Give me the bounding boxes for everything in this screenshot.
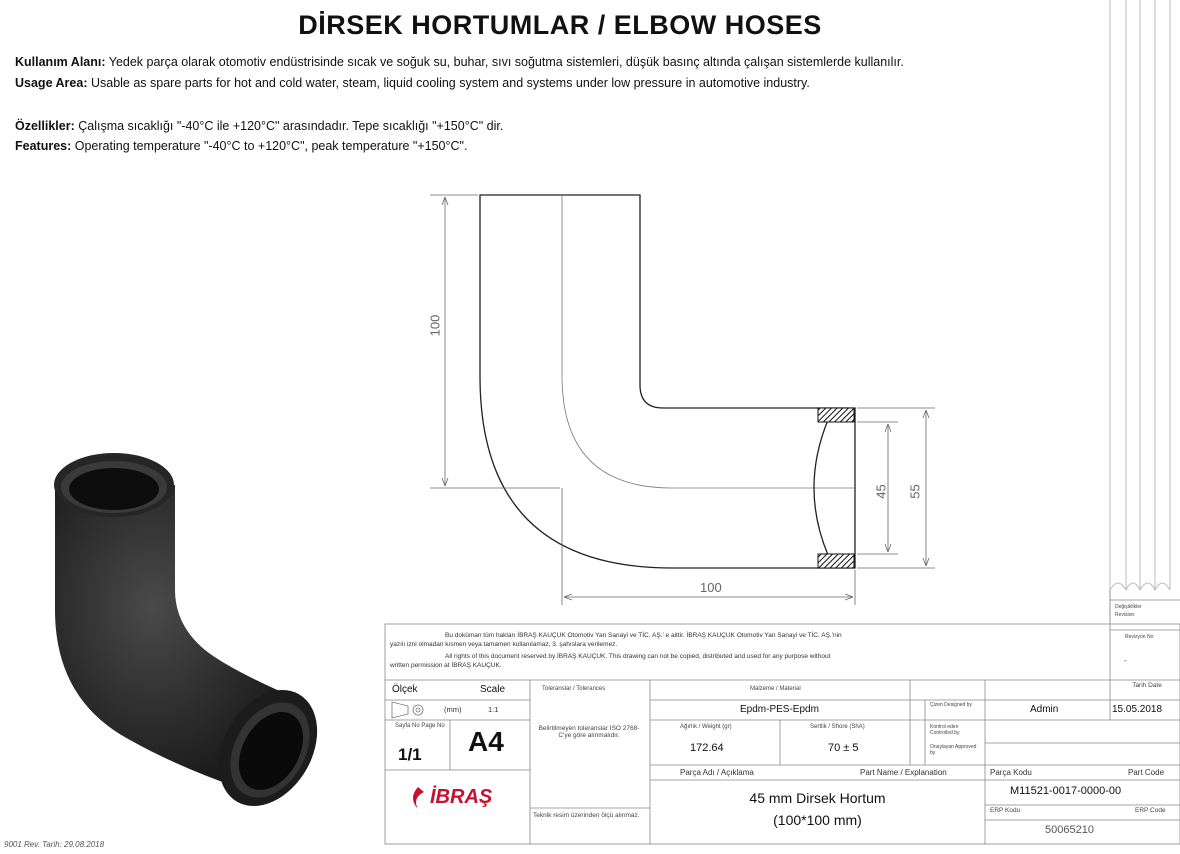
checked-label: Kontrol eden Controlled by bbox=[930, 724, 960, 736]
date-value: 15.05.2018 bbox=[1112, 704, 1163, 715]
page-value: 1/1 bbox=[398, 745, 422, 764]
unit-label: (mm) bbox=[444, 705, 462, 714]
part-name-line-2: (100*100 mm) bbox=[773, 812, 862, 828]
part-name-line-1: 45 mm Dirsek Hortum bbox=[749, 790, 886, 806]
dim-horizontal-label: 100 bbox=[700, 580, 722, 595]
part-code: M11521-0017-0000-00 bbox=[1010, 785, 1122, 797]
part-code-label-en: Part Code bbox=[1128, 768, 1165, 777]
frame-lines bbox=[1110, 0, 1170, 620]
dim-vertical-label: 100 bbox=[427, 314, 443, 337]
revision-no: Revizyon No bbox=[1125, 634, 1154, 640]
page-label: Sayfa No Page No bbox=[395, 723, 445, 729]
scale-label-en: Scale bbox=[480, 684, 506, 695]
approved-label: Onaylayan Approved by bbox=[930, 744, 977, 756]
designer-name: Admin bbox=[1030, 704, 1059, 715]
brand-name: İBRAŞ bbox=[430, 786, 493, 808]
date-label: Tarih Date bbox=[1132, 682, 1162, 689]
footer-revision: 9001 Rev. Tarih: 29.08.2018 bbox=[4, 840, 105, 849]
features-en-label: Features: bbox=[15, 139, 72, 153]
revision-label-tr: Değişiklikler bbox=[1115, 604, 1142, 610]
erp-code: 50065210 bbox=[1045, 824, 1094, 836]
page-title: DİRSEK HORTUMLAR / ELBOW HOSES bbox=[298, 10, 822, 40]
projection-symbol-icon bbox=[392, 702, 423, 718]
usage-en-label: Usage Area: bbox=[15, 76, 88, 90]
usage-tr-label: Kullanım Alanı: bbox=[15, 55, 106, 69]
hatch-bottom bbox=[818, 554, 854, 568]
weight-value: 172.64 bbox=[690, 742, 724, 754]
part-name-label-tr: Parça Adı / Açıklama bbox=[680, 768, 754, 777]
tolerances-text: Belirtilmeyen toleranslar ISO 2768-C'ye göre alınmalıdır. bbox=[538, 725, 640, 739]
features-tr-label: Özellikler: bbox=[15, 119, 75, 133]
material-value: Epdm-PES-Epdm bbox=[740, 704, 819, 715]
drawn-label: Çizen Designed by bbox=[930, 702, 972, 708]
hose-3d-image bbox=[54, 453, 337, 824]
dim-outer-label: 55 bbox=[907, 484, 923, 499]
revision-label-en: Revision bbox=[1115, 612, 1135, 618]
hatch-top bbox=[818, 408, 854, 422]
copyright-en-1: All rights of this document reserved by İBRAŞ KAUÇUK. This drawing can not be copied, distributed and used for any purpose without bbox=[445, 653, 831, 660]
material-label: Malzeme / Material bbox=[750, 686, 801, 692]
copyright-tr-1: Bu doküman tüm hakları İBRAŞ KAUÇUK Otomotiv Yan Sanayi ve TİC. AŞ.' e aittir. İBRAŞ KAUÇUK Otomotiv Yan Sanayi ve TİC. AŞ.'nin bbox=[445, 632, 842, 639]
scale-label-tr: Ölçek bbox=[392, 684, 418, 695]
tolerances-label: Toleranslar / Tolerances bbox=[542, 686, 606, 692]
tech-drawing-note: Teknik resim üzerinden ölçü alınmaz. bbox=[533, 812, 640, 819]
weight-label: Ağırlık / Weight (gr) bbox=[680, 724, 732, 730]
dim-inner-label: 45 bbox=[873, 484, 889, 499]
copyright-en-2: written permission at İBRAŞ KAUÇUK. bbox=[390, 662, 502, 669]
features-en-text: Operating temperature "-40°C to +120°C", peak temperature "+150°C". bbox=[71, 139, 468, 153]
hardness-value: 70 ± 5 bbox=[828, 742, 859, 754]
features-tr-text: Çalışma sıcaklığı "-40°C ile +120°C" arasındadır. Tepe sıcaklığı "+150°C" dir. bbox=[74, 119, 504, 133]
scale-value: 1:1 bbox=[488, 705, 499, 714]
dimension-lines bbox=[430, 195, 935, 605]
usage-tr-text: Yedek parça olarak otomotiv endüstrisinde sıcak ve soğuk su, buhar, sıvı soğutma sistemleri, düşük basınç altında çalışan sistemlerde kullanılır. bbox=[105, 55, 904, 69]
brand-logo-icon bbox=[413, 787, 424, 809]
elbow-outline bbox=[480, 195, 855, 568]
copyright-tr-2: yazılı izni olmadan kısmen veya tamamen kullanılamaz, 3. şahıslara verilemez. bbox=[390, 641, 618, 648]
part-code-label-tr: Parça Kodu bbox=[990, 768, 1032, 777]
paper-size: A4 bbox=[468, 726, 504, 757]
erp-label-en: ERP Code bbox=[1135, 807, 1166, 814]
hardness-label: Sertlik / Shore (ShA) bbox=[810, 724, 865, 730]
usage-en-text: Usable as spare parts for hot and cold water, steam, liquid cooling system and systems under low pressure in automotive industry. bbox=[87, 76, 810, 90]
part-name-label-en: Part Name / Explanation bbox=[860, 768, 947, 777]
erp-label-tr: ERP Kodu bbox=[990, 807, 1021, 814]
revision-dash: - bbox=[1124, 656, 1127, 665]
